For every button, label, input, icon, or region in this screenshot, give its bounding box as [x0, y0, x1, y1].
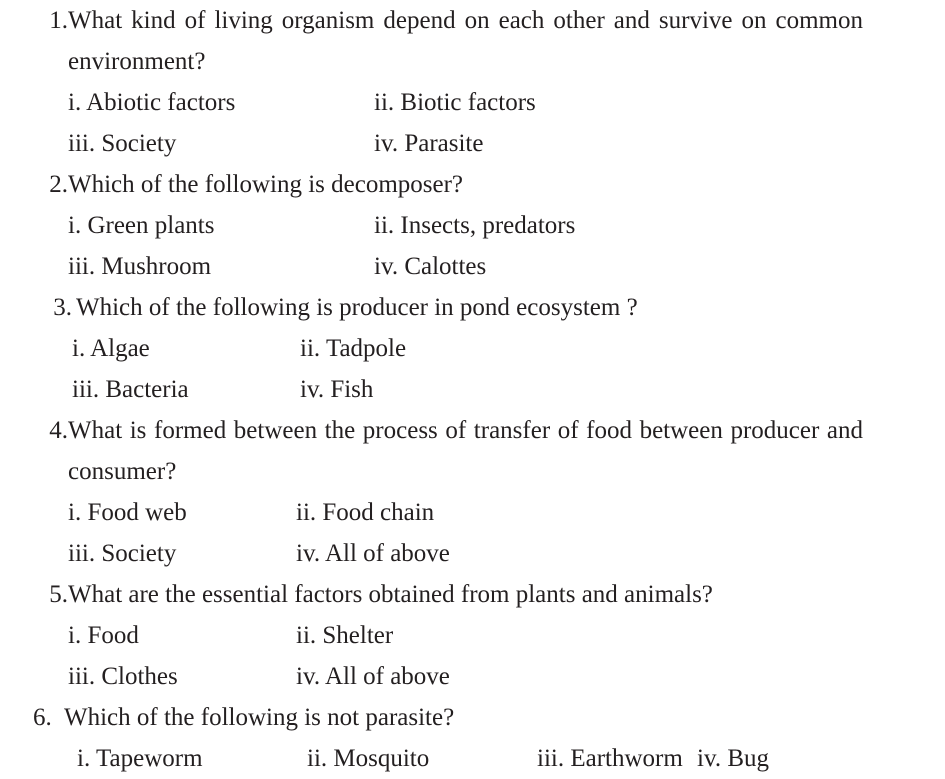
option-choice[interactable]: iii. Society: [68, 130, 177, 157]
options-row: [68, 205, 945, 246]
option-choice[interactable]: ii. Shelter: [296, 622, 394, 649]
option-choice[interactable]: i. Algae: [72, 335, 150, 362]
option-choice[interactable]: iv. Calottes: [374, 253, 487, 280]
option-choice[interactable]: iii. Earthworm: [537, 745, 683, 772]
question-text: What kind of living organism depend on each other and survive on common environment?: [68, 7, 863, 75]
option-choice[interactable]: iii. Bacteria: [72, 376, 189, 403]
question-body: [68, 164, 945, 287]
option-choice[interactable]: iv. Bug: [697, 745, 769, 772]
option-choice[interactable]: ii. Insects, predators: [374, 212, 576, 239]
question-body: [64, 697, 945, 779]
question-number: 4.: [49, 417, 68, 444]
options-row: [72, 369, 945, 410]
option-choice[interactable]: iv. Parasite: [374, 130, 484, 157]
question-item: [0, 0, 945, 164]
question-text: Which of the following is decomposer?: [68, 171, 464, 198]
options-block: [68, 615, 945, 697]
option-choice[interactable]: ii. Tadpole: [300, 335, 407, 362]
options-block: [68, 492, 945, 574]
option-choice[interactable]: i. Food web: [68, 499, 187, 526]
options-row: [68, 533, 945, 574]
question-text: Which of the following is producer in pond ecosystem ?: [76, 294, 638, 321]
options-row: [72, 328, 945, 369]
question-item: [0, 697, 945, 779]
options-block: [68, 205, 945, 287]
options-block: [72, 328, 945, 410]
options-row: [68, 492, 945, 533]
question-item: [0, 410, 945, 574]
question-body: [68, 410, 945, 574]
option-choice[interactable]: i. Green plants: [68, 212, 215, 239]
option-choice[interactable]: iii. Clothes: [68, 663, 178, 690]
question-number: 1.: [49, 7, 68, 34]
question-number: 5.: [49, 581, 68, 608]
question-text: Which of the following is not parasite?: [64, 704, 455, 731]
options-row: [68, 615, 945, 656]
question-number: 3.: [53, 294, 72, 321]
option-choice[interactable]: iii. Society: [68, 540, 177, 567]
options-row: [68, 123, 945, 164]
option-choice[interactable]: ii. Food chain: [296, 499, 435, 526]
option-choice[interactable]: iv. Fish: [300, 376, 374, 403]
option-choice[interactable]: i. Abiotic factors: [68, 89, 236, 116]
question-body: [68, 0, 945, 164]
options-row: [68, 82, 945, 123]
question-text: What are the essential factors obtained from plants and animals?: [68, 581, 713, 608]
question-text: What is formed between the process of transfer of food between producer and consumer?: [68, 417, 863, 485]
option-choice[interactable]: i. Food: [68, 622, 139, 649]
option-choice[interactable]: i. Tapeworm: [77, 745, 203, 772]
question-number: 2.: [49, 171, 68, 198]
options-row: [68, 246, 945, 287]
option-choice[interactable]: iv. All of above: [296, 663, 450, 690]
question-item: [0, 164, 945, 287]
option-choice[interactable]: iv. All of above: [296, 540, 450, 567]
question-body: [68, 574, 945, 697]
options-row: [68, 656, 945, 697]
options-block: [68, 82, 945, 164]
option-choice[interactable]: iii. Mushroom: [68, 253, 212, 280]
question-body: [72, 287, 945, 410]
option-choice[interactable]: ii. Mosquito: [307, 745, 430, 772]
options-row: [77, 738, 945, 779]
question-number: 6.: [33, 704, 52, 731]
option-choice[interactable]: ii. Biotic factors: [374, 89, 536, 116]
question-item: [0, 287, 945, 410]
question-item: [0, 574, 945, 697]
options-block: [77, 738, 945, 779]
